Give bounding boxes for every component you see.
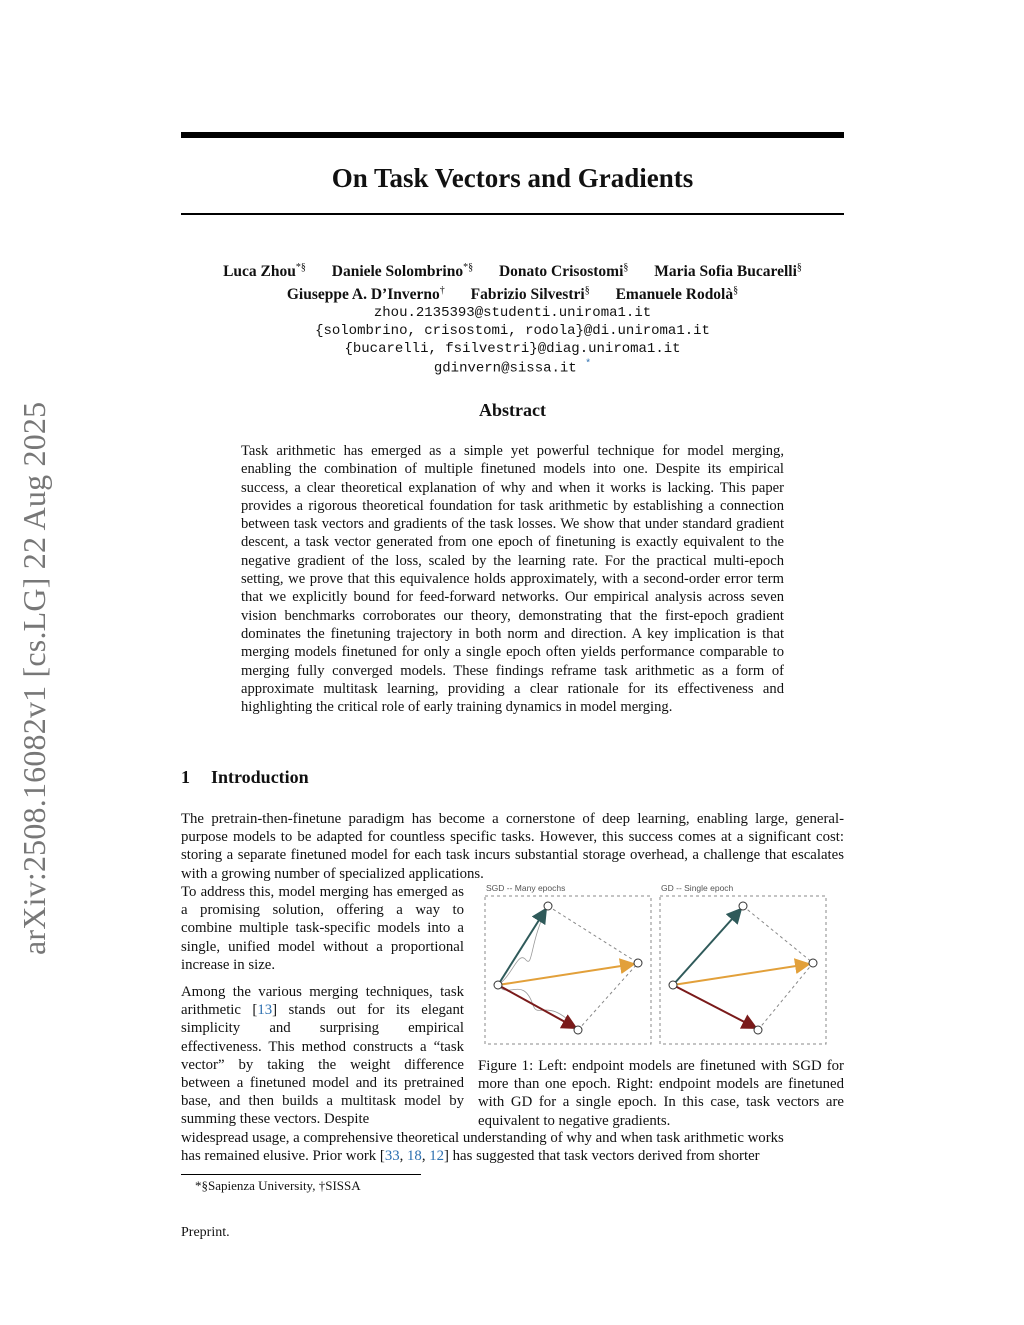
dashed-edge bbox=[743, 906, 813, 963]
intro-paragraph-1-continued: To address this, model merging has emerged as a promising solution, offering a way to combine multiple task-specific models into a single, unified model without a proportional increase in size. bbox=[181, 884, 464, 973]
merged-gradient-arrow bbox=[673, 964, 809, 985]
abstract-text: Task arithmetic has emerged as a simple yet powerful technique for model merging, enabling the combination of multiple finetuned models into one. Despite its empirical success, a clear theoretical explanation of why and when it works is lacking. This paper provides a rigorous theoretical foundation for task arithmetic by establishing a connection between task vectors and gradients of the task losses. We show that under standard gradient descent, a task vector generated from one epoch of finetuning is exactly equivalent to the negative gradient of the loss, scaled by the learning rate. For the practical multi-epoch setting, we prove that this equivalence holds approximately, with a second-order error term that we explicitly bound for feed-forward networks. Our empirical analysis across seven vision benchmarks corroborates our theory, demonstrating that the first-epoch gradient dominates the finetuning trajectory in both norm and direction. A key implication is that merging models finetuned for only a single epoch often yields performance comparable to merging fully converged models. These findings reframe task arithmetic as a form of approximate multitask learning, providing a clear rationale for its effectiveness and highlighting the critical role of early training dynamics in model merging. bbox=[241, 443, 784, 716]
email-4: gdinvern@sissa.it * bbox=[433, 359, 592, 377]
finetuned-node-2 bbox=[754, 1026, 762, 1034]
figure-caption: Figure 1: Left: endpoint models are finetuned with SGD for more than one epoch. Right: endpoint models are finetuned with GD for a single epoch. In this case, task vectors are equivalent to negative gradients. bbox=[478, 1058, 844, 1129]
finetuned-node-1 bbox=[544, 902, 552, 910]
author: Giuseppe A. D’Inverno† bbox=[286, 285, 445, 304]
pretrained-node bbox=[494, 981, 502, 989]
finetuned-node-2 bbox=[574, 1026, 582, 1034]
footnote-mark: * bbox=[585, 359, 592, 370]
arxiv-identifier: arXiv:2508.16082v1 [cs.LG] 22 Aug 2025 bbox=[16, 401, 52, 955]
authors-line-2 bbox=[160, 285, 865, 304]
figure-right-label: GD -- Single epoch bbox=[661, 883, 734, 893]
neg-gradient-2-arrow bbox=[673, 985, 756, 1028]
merged-vector-arrow bbox=[498, 964, 634, 985]
citation-link[interactable]: 18 bbox=[407, 1148, 422, 1164]
footnote: *§Sapienza University, †SISSA bbox=[195, 1178, 361, 1193]
author: Fabrizio Silvestri§ bbox=[470, 285, 590, 304]
intro-paragraph-2: Among the various merging techniques, task arithmetic [13] stands out for its elegant simplicity and surprising empirical effectiveness. This method constructs a “task vector” by taking the weight difference between a finetuned model and its pretrained base, and then builds a multitask model by summing these vectors. Despite bbox=[181, 984, 464, 1128]
merged-node bbox=[634, 959, 642, 967]
email-2: {solombrino, crisostomi, rodola}@di.uniroma1.it bbox=[315, 323, 710, 339]
figure-left-label: SGD -- Many epochs bbox=[486, 883, 566, 893]
email-1: zhou.2135393@studenti.uniroma1.it bbox=[373, 305, 652, 321]
finetuned-node-1 bbox=[739, 902, 747, 910]
title-bottom-rule bbox=[181, 213, 844, 215]
author: Donato Crisostomi§ bbox=[498, 262, 629, 281]
author: Maria Sofia Bucarelli§ bbox=[654, 262, 802, 281]
author: Daniele Solombrino*§ bbox=[331, 262, 474, 281]
left-panel-border bbox=[485, 896, 651, 1044]
neg-gradient-1-arrow bbox=[673, 909, 741, 985]
footnote-rule bbox=[181, 1174, 421, 1175]
preprint-label: Preprint. bbox=[181, 1225, 230, 1240]
dashed-edge bbox=[758, 963, 813, 1030]
section-heading: 1 Introduction bbox=[181, 767, 309, 787]
authors-line-1 bbox=[160, 262, 865, 281]
figure-diagram bbox=[478, 880, 844, 1052]
abstract-heading: Abstract bbox=[479, 400, 546, 420]
author: Luca Zhou*§ bbox=[223, 262, 306, 281]
author: Emanuele Rodolà§ bbox=[615, 285, 739, 304]
dashed-edge bbox=[578, 963, 638, 1030]
title-top-rule bbox=[181, 132, 844, 138]
paper-title: On Task Vectors and Gradients bbox=[331, 163, 694, 193]
intro-paragraph-1: The pretrain-then-finetune paradigm has become a cornerstone of deep learning, enabling large, general-purpose models to be adapted for countless specific tasks. However, this success comes at a significant cost: storing a separate finetuned model for each task incurs substantial storage overhead, a challenge that escalates with a growing number of specialized applications. bbox=[181, 811, 844, 882]
dashed-edge bbox=[548, 906, 638, 963]
task-vector-2-arrow bbox=[498, 985, 576, 1028]
figure-1 bbox=[478, 880, 844, 1052]
intro-paragraph-2-continued: widespread usage, a comprehensive theoretical understanding of why and when task arithmetic works bbox=[181, 1130, 784, 1146]
citation-link[interactable]: 12 bbox=[429, 1148, 445, 1164]
merged-node bbox=[809, 959, 817, 967]
citation-link[interactable]: 13 bbox=[257, 1002, 273, 1019]
intro-paragraph-2-last-line: has remained elusive. Prior work [33, 18, 12] has suggested that task vectors derived from shorter bbox=[181, 1148, 760, 1164]
task-vector-1-arrow bbox=[498, 909, 546, 985]
pretrained-node bbox=[669, 981, 677, 989]
email-3: {bucarelli, fsilvestri}@diag.uniroma1.it bbox=[344, 341, 681, 357]
citation-link[interactable]: 33 bbox=[384, 1148, 400, 1164]
